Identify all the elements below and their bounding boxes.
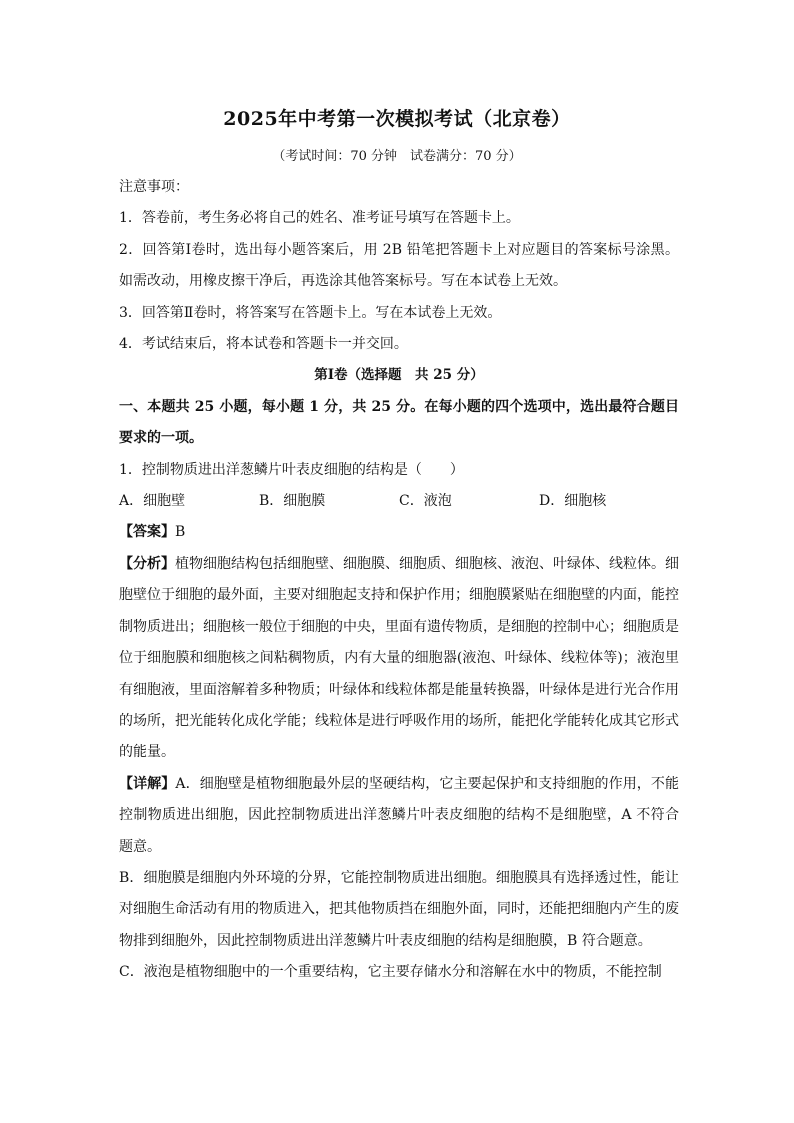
exam-subtitle: （考试时间：70 分钟 试卷满分：70 分） xyxy=(272,149,522,164)
analysis-paragraph xyxy=(119,549,679,769)
notes-heading: 注意事项： xyxy=(119,179,189,195)
analysis-label: 【分析】 xyxy=(119,555,175,572)
answer-line xyxy=(119,517,679,548)
section-instruction: 一、本题共 25 小题，每小题 1 分，共 25 分。在每小题的四个选项中，选出最符合题目要求的一项。 xyxy=(119,398,679,447)
note-item-3: 3．回答第Ⅱ卷时，将答案写在答题卡上。写在本试卷上无效。 xyxy=(119,304,502,321)
exam-title: 2025年中考第一次模拟考试（北京卷） xyxy=(223,108,571,130)
section-heading: 第Ⅰ卷（选择题 共 25 分） xyxy=(314,367,484,384)
note-item-2: 2．回答第Ⅰ卷时，选出每小题答案后，用 2B 铅笔把答题卡上对应题目的答案标号涂黑。如需改动，用橡皮擦干净后，再选涂其他答案标号。写在本试卷上无效。 xyxy=(119,241,679,290)
analysis-text: 植物细胞结构包括细胞壁、细胞膜、细胞质、细胞核、液泡、叶绿体、线粒体。细胞壁位于细胞的最外面，主要对细胞起支持和保护作用；细胞膜紧贴在细胞壁的内面，能控制物质进出；细胞核一般位于细胞的中央，里面有遗传物质，是细胞的控制中心；细胞质是位于细胞膜和细胞核之间粘稠物质，内有大量的细胞器(液泡、叶绿体、线粒体等)；液泡里有细胞液，里面溶解着多种物质；叶绿体和线粒体都是能量转换器，叶绿体是进行光合作用的场所，把光能转化成化学能；线粒体是进行呼吸作用的场所，能把化学能转化成其它形式的能量。 xyxy=(119,555,679,761)
note-item-1: 1．答卷前，考生务必将自己的姓名、准考证号填写在答题卡上。 xyxy=(119,210,520,227)
detail-paragraph-c: C．液泡是植物细胞中的一个重要结构，它主要存储水分和溶解在水中的物质，不能控制 xyxy=(119,964,662,981)
option-d: D．细胞核 xyxy=(539,493,607,510)
answer-value: B xyxy=(175,524,186,541)
option-b: B．细胞膜 xyxy=(259,493,326,510)
exam-body xyxy=(119,172,679,989)
option-c: C．液泡 xyxy=(399,493,452,510)
detail-a-text: A．细胞壁是植物细胞最外层的坚硬结构，它主要起保护和支持细胞的作用，不能控制物质进出细胞，因此控制物质进出洋葱鳞片叶表皮细胞的结构不是细胞壁，A 不符合题意。 xyxy=(119,775,680,855)
detail-paragraph-a xyxy=(119,769,679,863)
note-item-4: 4．考试结束后，将本试卷和答题卡一并交回。 xyxy=(119,336,408,353)
option-a: A．细胞壁 xyxy=(119,493,186,510)
question-stem: 1．控制物质进出洋葱鳞片叶表皮细胞的结构是（ ） xyxy=(119,461,464,478)
answer-label: 【答案】 xyxy=(119,524,175,541)
detail-paragraph-b: B．细胞膜是细胞内外环境的分界，它能控制物质进出细胞。细胞膜具有选择透过性，能让对细胞生命活动有用的物质进入，把其他物质挡在细胞外面，同时，还能把细胞内产生的废物排到细胞外，因此控制物质进出洋葱鳞片叶表皮细胞的结构是细胞膜，B 符合题意。 xyxy=(119,869,679,949)
detail-label: 【详解】 xyxy=(119,775,176,792)
question-options xyxy=(119,486,679,517)
